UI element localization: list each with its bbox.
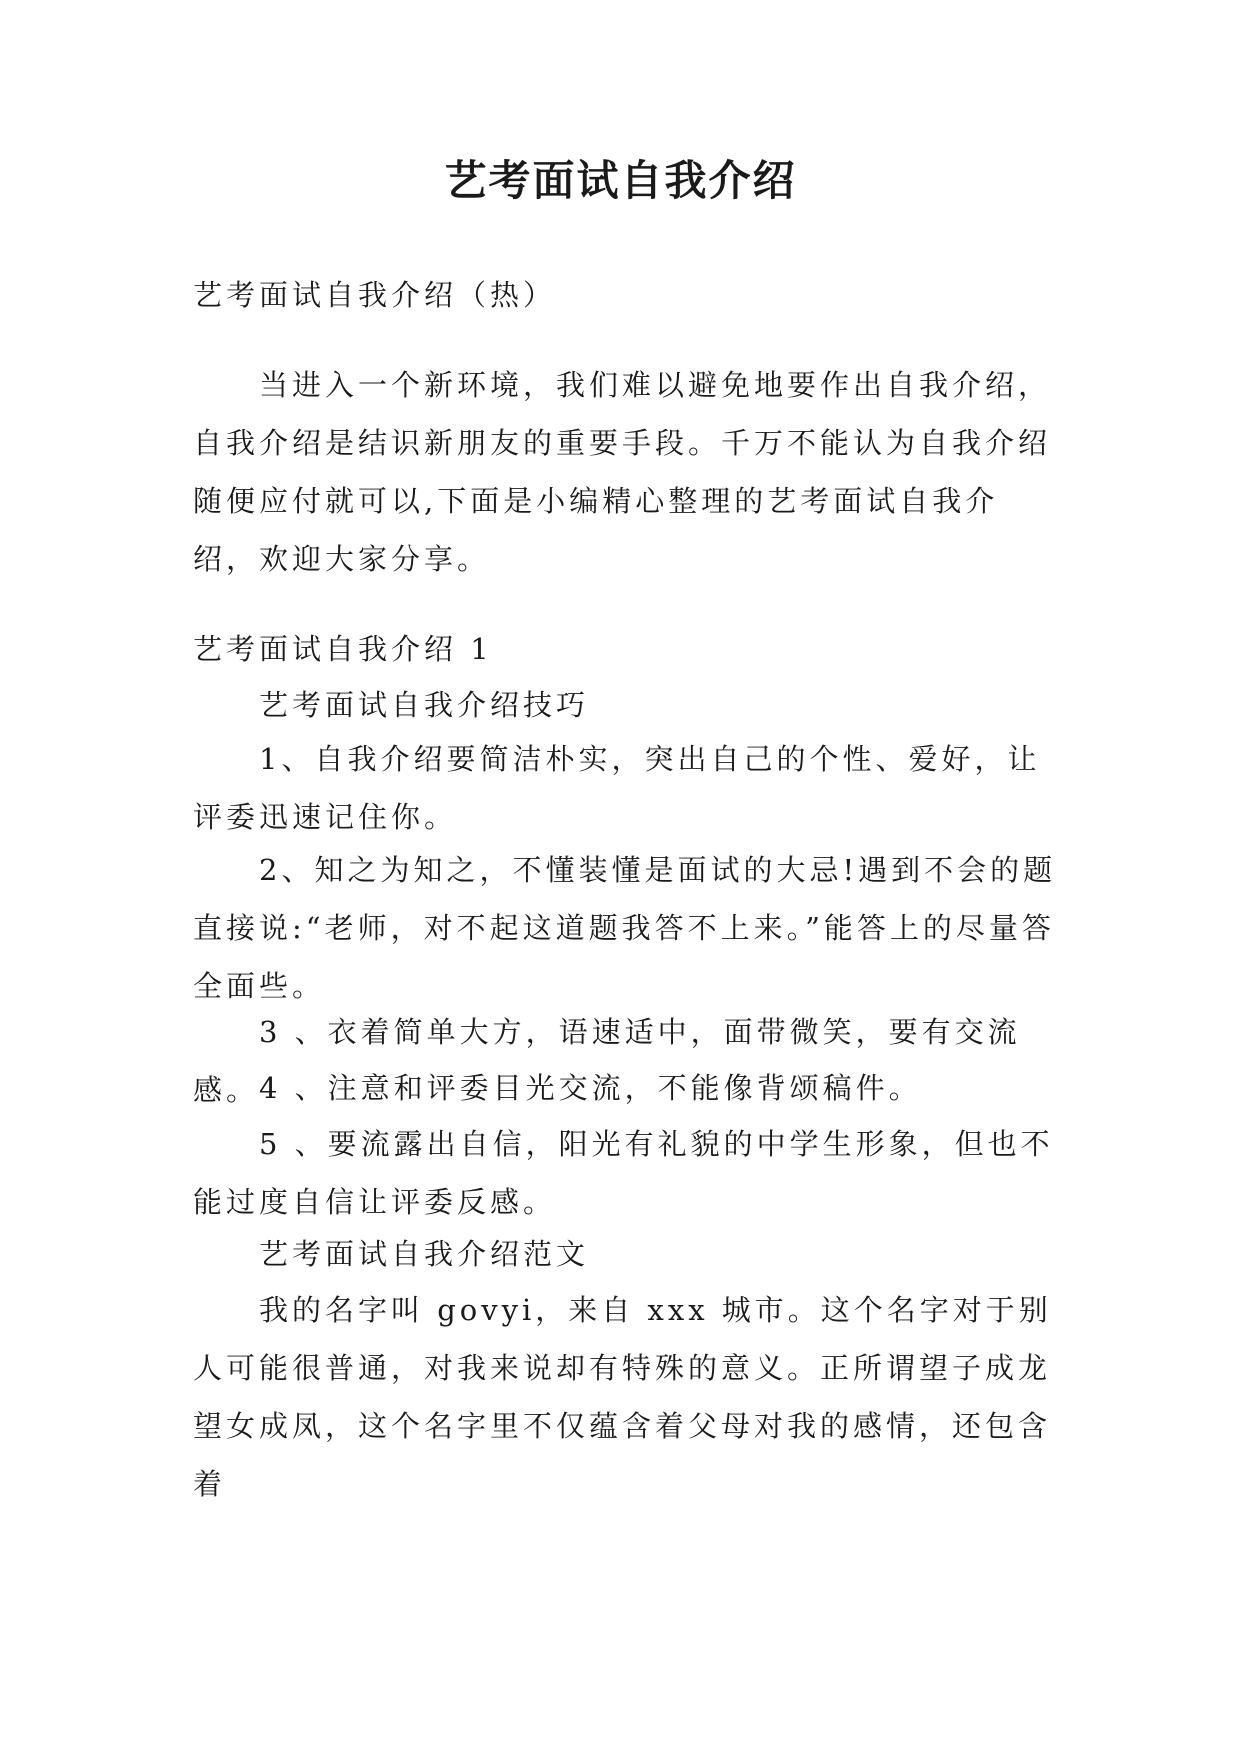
document-title: 艺考面试自我介绍 [444, 156, 797, 205]
tip-item-3: 3 、衣着简单大方，语速适中，面带微笑，要有交流感。 [193, 1015, 1021, 1107]
tip-item-2: 2、知之为知之，不懂装懂是面试的大忌!遇到不会的题直接说:“老师，对不起这道题我答不上来。”能答上的尽量答全面些。 [193, 853, 1057, 1003]
subtitle: 艺考面试自我介绍（热） [193, 278, 557, 312]
intro-paragraph: 当进入一个新环境，我们难以避免地要作出自我介绍，自我介绍是结识新朋友的重要手段。千万不能认为自我介绍随便应付就可以,下面是小编精心整理的艺考面试自我介绍，欢迎大家分享。 [193, 368, 1052, 576]
tips-heading: 艺考面试自我介绍技巧 [259, 688, 590, 722]
sample-paragraph: 我的名字叫 govyi，来自 xxx 城市。这个名字对于别人可能很普通，对我来说却有特殊的意义。正所谓望子成龙望女成凤，这个名字里不仅蕴含着父母对我的感情，还包含着 [193, 1293, 1052, 1501]
section-heading: 艺考面试自我介绍 1 [193, 632, 493, 666]
tip-item-4: 4 、注意和评委目光交流，不能像背颂稿件。 [259, 1071, 922, 1105]
sample-heading: 艺考面试自我介绍范文 [259, 1237, 590, 1271]
tip-item-1: 1、自我介绍要简洁朴实，突出自己的个性、爱好，让评委迅速记住你。 [193, 742, 1041, 834]
tip-item-5: 5 、要流露出自信，阳光有礼貌的中学生形象，但也不能过度自信让评委反感。 [193, 1127, 1054, 1219]
